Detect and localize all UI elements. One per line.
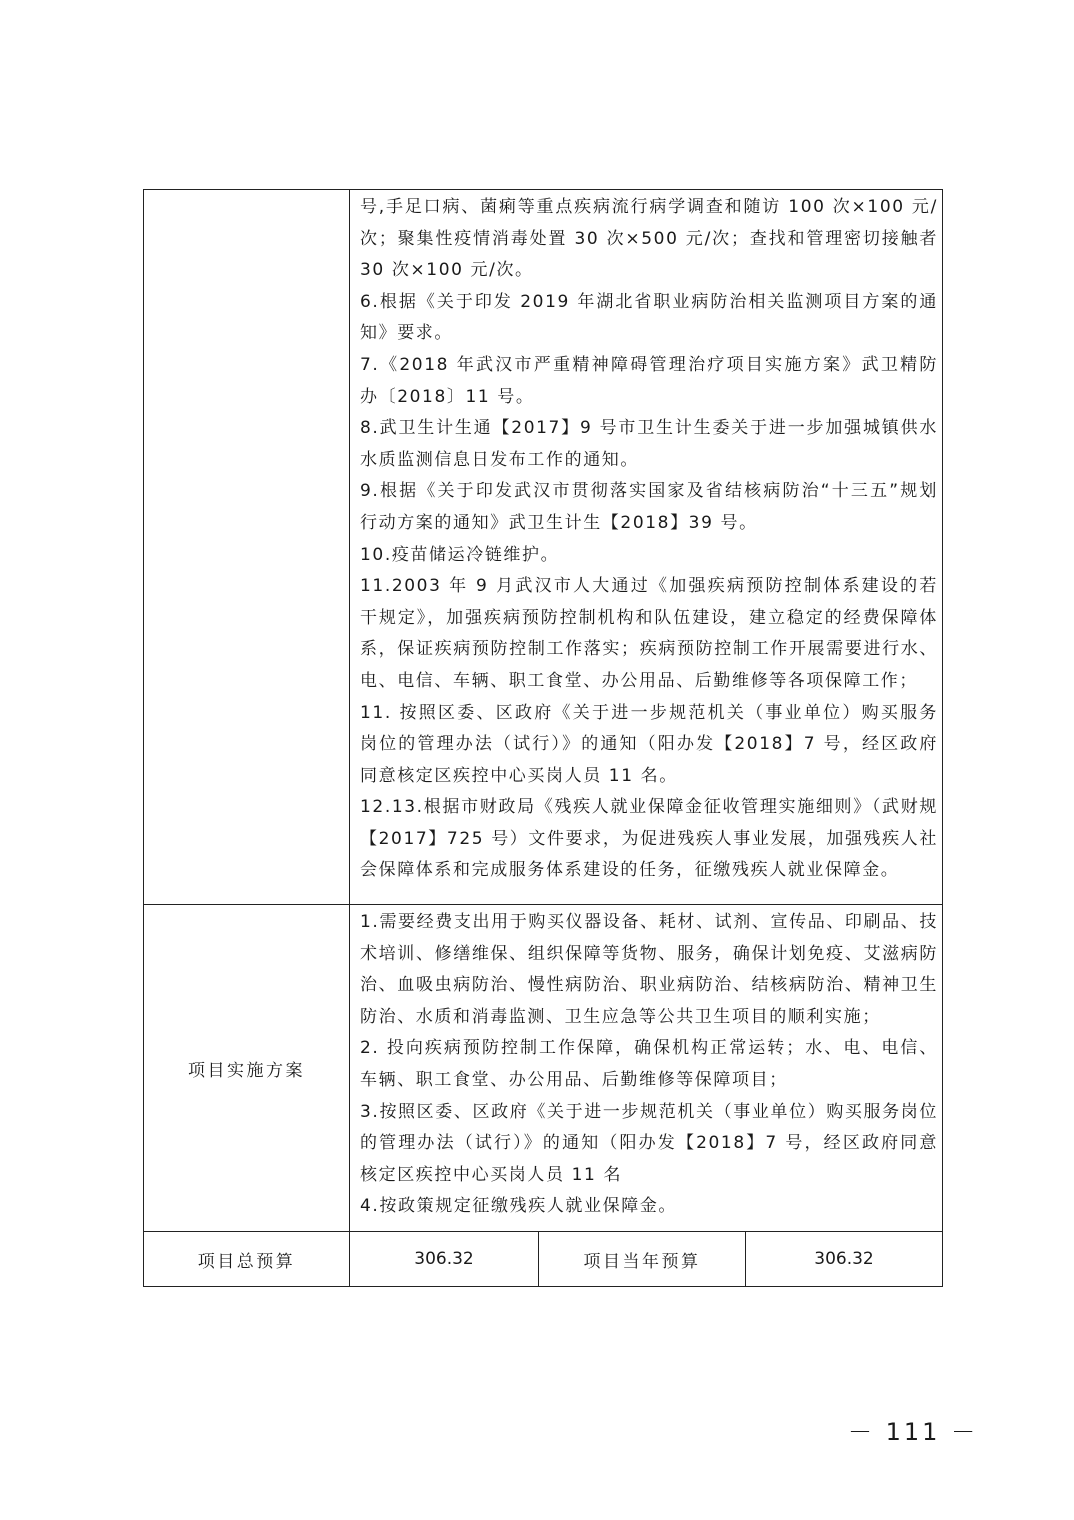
basis-label-cell — [144, 190, 350, 905]
current-year-budget-value: 306.32 — [746, 1232, 943, 1287]
basis-row — [144, 190, 943, 905]
basis-paragraph: 11.2003 年 9 月武汉市人大通过《加强疾病预防控制体系建设的若干规定》，加强疾病预防控制机构和队伍建设，建立稳定的经费保障体系，保证疾病预防控制工作落实；疾病预防控制工作开展需要进行水、电、电信、车辆、职工食堂、办公用品、后勤维修等各项保障工作； — [360, 576, 939, 691]
page-number: － 111 － — [848, 1418, 979, 1446]
basis-paragraph: 12.13.根据市财政局《残疾人就业保障金征收管理实施细则》（武财规【2017】725 号）文件要求，为促进残疾人事业发展，加强残疾人社会保障体系和完成服务体系建设的任务，征缴残疾人就业保障金。 — [360, 797, 939, 881]
implementation-label: 项目实施方案 — [144, 905, 350, 1232]
total-budget-label: 项目总预算 — [144, 1232, 350, 1287]
basis-paragraph: 6.根据《关于印发 2019 年湖北省职业病防治相关监测项目方案的通知》要求。 — [360, 291, 939, 344]
basis-paragraph: 10.疫苗储运冷链维护。 — [360, 544, 560, 565]
basis-paragraph: 号,手足口病、菌痢等重点疾病流行病学调查和随访 100 次×100 元/次；聚集性疫情消毒处置 30 次×500 元/次；查找和管理密切接触者 30 次×100 元/次。 — [360, 197, 939, 281]
basis-paragraph: 9.根据《关于印发武汉市贯彻落实国家及省结核病防治“十三五”规划行动方案的通知》武卫生计生【2018】39 号。 — [360, 481, 939, 533]
basis-paragraph: 11. 按照区委、区政府《关于进一步规范机关（事业单位）购买服务岗位的管理办法（试行）》的通知（阳办发【2018】7 号，经区政府同意核定区疾控中心买岗人员 11 名。 — [360, 702, 939, 786]
total-budget-value: 306.32 — [350, 1232, 539, 1287]
implementation-paragraph: 2. 投向疾病预防控制工作保障，确保机构正常运转；水、电、电信、车辆、职工食堂、办公用品、后勤维修等保障项目； — [360, 1038, 939, 1090]
implementation-paragraph: 4.按政策规定征缴残疾人就业保障金。 — [360, 1196, 678, 1217]
current-year-budget-label: 项目当年预算 — [539, 1232, 746, 1287]
basis-paragraph: 7.《2018 年武汉市严重精神障碍管理治疗项目实施方案》武卫精防办〔2018〕11 号。 — [360, 354, 939, 407]
basis-content-cell — [350, 190, 943, 905]
implementation-content-cell — [350, 905, 943, 1232]
implementation-paragraph: 3.按照区委、区政府《关于进一步规范机关（事业单位）购买服务岗位的管理办法（试行）》的通知（阳办发【2018】7 号，经区政府同意核定区疾控中心买岗人员 11 名 — [360, 1101, 939, 1185]
budget-row — [144, 1232, 943, 1287]
implementation-paragraph: 1.需要经费支出用于购买仪器设备、耗材、试剂、宣传品、印刷品、技术培训、修缮维保、组织保障等货物、服务，确保计划免疫、艾滋病防治、血吸虫病防治、慢性病防治、职业病防治、结核病防治、精神卫生防治、水质和消毒监测、卫生应急等公共卫生项目的顺利实施； — [360, 912, 939, 1027]
implementation-row — [144, 905, 943, 1232]
basis-paragraph: 8.武卫生计生通【2017】9 号市卫生计生委关于进一步加强城镇供水水质监测信息日发布工作的通知。 — [360, 418, 939, 470]
project-table — [143, 189, 943, 1287]
